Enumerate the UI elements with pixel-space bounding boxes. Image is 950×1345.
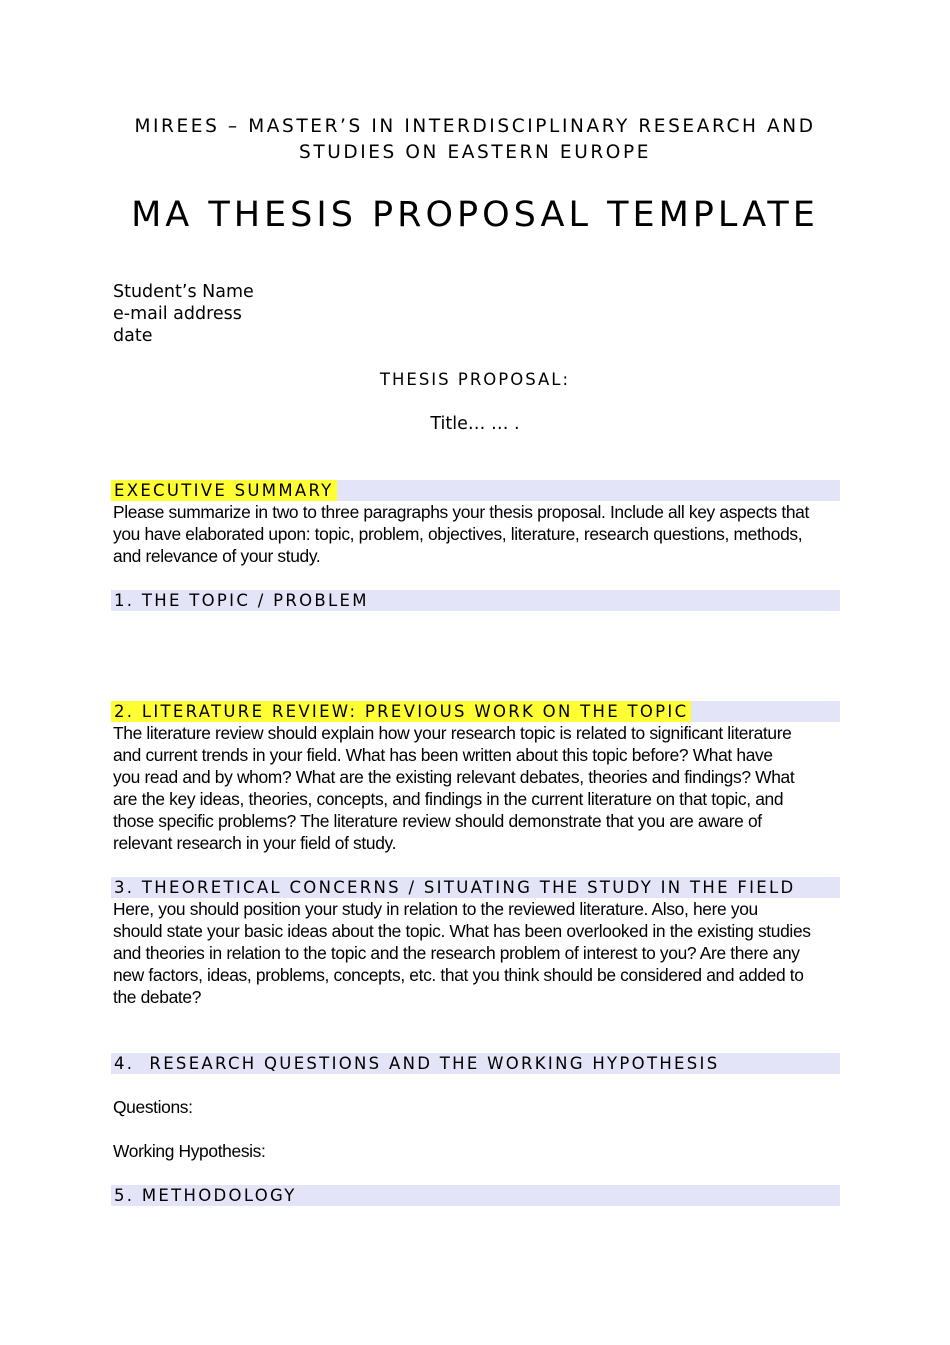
program-title <box>100 114 850 166</box>
literature-review-body <box>113 722 843 854</box>
research-questions-heading <box>111 1053 840 1074</box>
methodology-heading-text: 5. METHODOLOGY <box>114 1186 297 1205</box>
student-info <box>113 281 254 347</box>
proposal-date: date <box>113 326 153 346</box>
thesis-proposal-label: THESIS PROPOSAL: <box>379 370 571 389</box>
thesis-proposal-title: Title… … . <box>430 414 520 434</box>
student-name: Student’s Name <box>113 282 254 302</box>
document-title: MA THESIS PROPOSAL TEMPLATE <box>131 195 819 235</box>
executive-summary-heading <box>111 480 840 501</box>
working-hypothesis-label: Working Hypothesis: <box>113 1141 266 1161</box>
literature-review-line: The literature review should explain how your research topic is related to significant literature <box>113 723 792 743</box>
methodology-heading <box>111 1185 840 1206</box>
executive-summary-heading-text: EXECUTIVE SUMMARY <box>111 480 337 501</box>
program-title-line-2: STUDIES ON EASTERN EUROPE <box>298 142 652 163</box>
topic-heading <box>111 590 840 611</box>
literature-review-line: and current trends in your field. What has been written about this topic before? What have <box>113 745 773 765</box>
executive-summary-body <box>113 501 843 567</box>
theoretical-concerns-line: new factors, ideas, problems, concepts, etc. that you think should be considered and added to <box>113 965 804 985</box>
theoretical-concerns-line: and theories in relation to the topic and the research problem of interest to you? Are there any <box>113 943 800 963</box>
executive-summary-line: Please summarize in two to three paragraphs your thesis proposal. Include all key aspects that <box>113 502 809 522</box>
theoretical-concerns-line: should state your basic ideas about the topic. What has been overlooked in the existing studies <box>113 921 811 941</box>
student-email: e-mail address <box>113 304 242 324</box>
executive-summary-line: you have elaborated upon: topic, problem, objectives, literature, research questions, methods, <box>113 524 803 544</box>
theoretical-concerns-body <box>113 898 843 1008</box>
questions-label: Questions: <box>113 1097 193 1117</box>
theoretical-concerns-heading <box>111 877 840 898</box>
literature-review-line: you read and by whom? What are the existing relevant debates, theories and findings? What <box>113 767 795 787</box>
literature-review-heading-text: 2. LITERATURE REVIEW: PREVIOUS WORK ON THE TOPIC <box>111 701 691 722</box>
theoretical-concerns-line: the debate? <box>113 987 202 1007</box>
research-questions-heading-text: 4. RESEARCH QUESTIONS AND THE WORKING HYPOTHESIS <box>114 1054 720 1073</box>
topic-heading-text: 1. THE TOPIC / PROBLEM <box>114 591 369 610</box>
theoretical-concerns-line: Here, you should position your study in relation to the reviewed literature. Also, here you <box>113 899 758 919</box>
theoretical-concerns-heading-text: 3. THEORETICAL CONCERNS / SITUATING THE STUDY IN THE FIELD <box>114 878 796 897</box>
executive-summary-line: and relevance of your study. <box>113 546 321 566</box>
literature-review-heading <box>111 701 840 722</box>
literature-review-line: are the key ideas, theories, concepts, and findings in the current literature on that topic, and <box>113 789 784 809</box>
literature-review-line: those specific problems? The literature review should demonstrate that you are aware of <box>113 811 762 831</box>
program-title-line-1: MIREES – MASTER’S IN INTERDISCIPLINARY RESEARCH AND <box>134 116 816 137</box>
literature-review-line: relevant research in your field of study. <box>113 833 397 853</box>
